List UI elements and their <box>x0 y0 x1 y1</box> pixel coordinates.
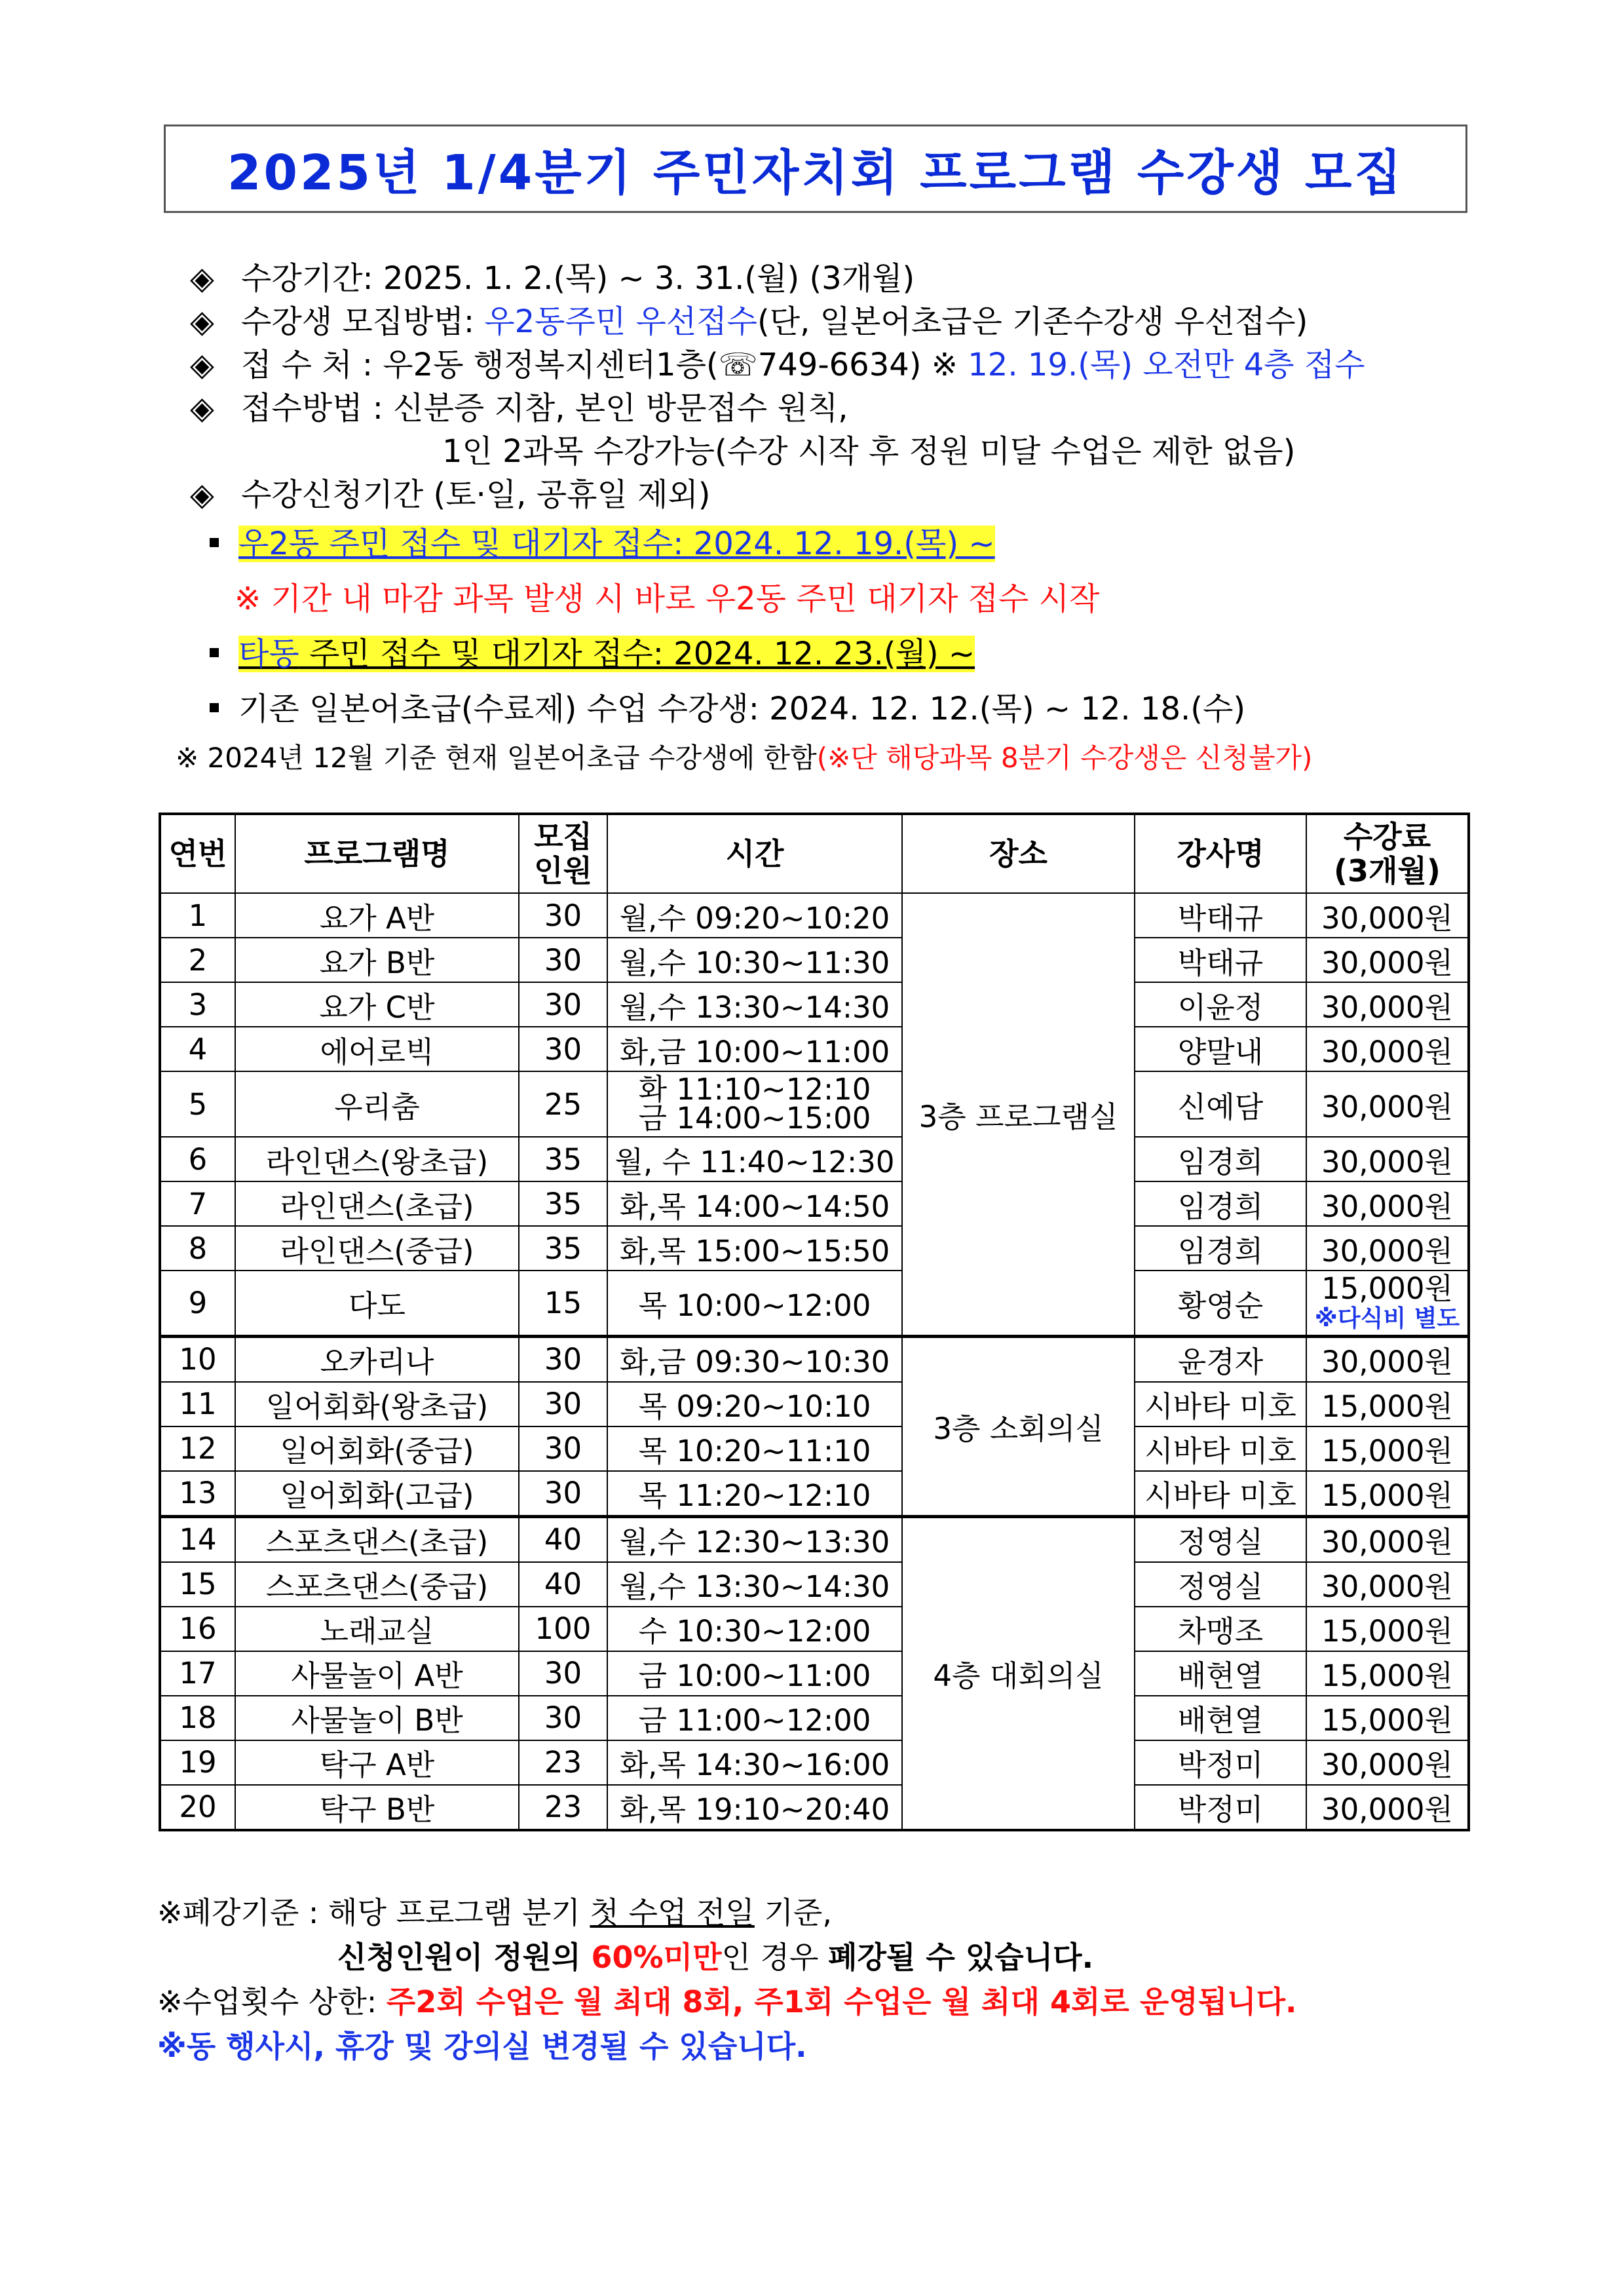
cell-time: 월,수 09:20~10:20 <box>607 893 902 938</box>
info-note: ※ 2024년 12월 기준 현재 일본어초급 수강생에 한함(※단 해당과목 8분기 수강생은 신청불가) <box>176 742 1313 774</box>
cell-time: 화,목 14:30~16:00 <box>607 1740 902 1785</box>
cell-name: 우리춤 <box>235 1071 519 1137</box>
cell-teacher: 황영순 <box>1135 1271 1306 1336</box>
cell-teacher: 박태규 <box>1135 938 1306 982</box>
cell-teacher: 배현열 <box>1135 1651 1306 1696</box>
cell-capacity: 30 <box>519 893 607 938</box>
cell-no: 15 <box>160 1562 235 1607</box>
cell-capacity: 30 <box>519 1696 607 1740</box>
cell-fee <box>1306 1271 1469 1336</box>
cell-capacity: 40 <box>519 1516 607 1562</box>
cell-name: 라인댄스(중급) <box>235 1226 519 1271</box>
cell-teacher: 신예담 <box>1135 1071 1306 1137</box>
header-time: 시간 <box>607 814 902 893</box>
cell-no: 18 <box>160 1696 235 1740</box>
cell-time: 수 10:30~12:00 <box>607 1607 902 1651</box>
cell-name: 사물놀이 A반 <box>235 1651 519 1696</box>
cell-fee: 30,000원 <box>1306 938 1469 982</box>
table-row <box>160 893 1469 938</box>
close-rule-2: 신청인원이 정원의 60%미만인 경우 폐강될 수 있습니다. <box>337 1940 1094 1975</box>
event-note: ※동 행사시, 휴강 및 강의실 변경될 수 있습니다. <box>157 2029 807 2064</box>
cell-teacher: 정영실 <box>1135 1516 1306 1562</box>
table-row <box>160 1181 1469 1226</box>
table-row <box>160 938 1469 982</box>
cell-teacher: 박태규 <box>1135 893 1306 938</box>
cell-no: 11 <box>160 1382 235 1426</box>
cell-capacity: 40 <box>519 1562 607 1607</box>
cell-name: 탁구 B반 <box>235 1785 519 1830</box>
cell-no: 6 <box>160 1137 235 1181</box>
cell-fee: 30,000원 <box>1306 1562 1469 1607</box>
diamond-icon: ◈ <box>190 303 214 340</box>
cell-time: 화,목 19:10~20:40 <box>607 1785 902 1830</box>
cell-no: 4 <box>160 1027 235 1071</box>
cell-fee: 30,000원 <box>1306 893 1469 938</box>
cell-no: 9 <box>160 1271 235 1336</box>
cell-time: 월,수 13:30~14:30 <box>607 982 902 1027</box>
diamond-icon: ◈ <box>190 260 214 297</box>
table-row <box>160 1382 1469 1426</box>
cell-place: 3층 소회의실 <box>902 1336 1135 1516</box>
cell-teacher: 차맹조 <box>1135 1607 1306 1651</box>
cell-no: 8 <box>160 1226 235 1271</box>
cell-capacity: 30 <box>519 938 607 982</box>
cell-teacher: 임경희 <box>1135 1137 1306 1181</box>
table-row <box>160 1696 1469 1740</box>
diamond-icon: ◈ <box>190 347 214 383</box>
bullet-1-note: ※ 기간 내 마감 과목 발생 시 바로 우2동 주민 대기자 접수 시작 <box>235 581 1100 617</box>
table-row <box>160 1471 1469 1517</box>
cell-name: 요가 C반 <box>235 982 519 1027</box>
cell-teacher: 이윤정 <box>1135 982 1306 1027</box>
cell-capacity: 25 <box>519 1071 607 1137</box>
diamond-icon: ◈ <box>190 390 214 427</box>
cell-teacher: 임경희 <box>1135 1226 1306 1271</box>
cell-fee: 15,000원 <box>1306 1696 1469 1740</box>
cell-time: 화,금 09:30~10:30 <box>607 1336 902 1382</box>
close-rule: ※폐강기준 : 해당 프로그램 분기 첫 수업 전일 기준, <box>157 1895 832 1930</box>
cell-capacity: 30 <box>519 1382 607 1426</box>
cell-teacher: 박정미 <box>1135 1740 1306 1785</box>
page-title: 2025년 1/4분기 주민자치회 프로그램 수강생 모집 <box>227 144 1404 201</box>
cell-time: 금 10:00~11:00 <box>607 1651 902 1696</box>
cell-name: 사물놀이 B반 <box>235 1696 519 1740</box>
cell-fee: 30,000원 <box>1306 1516 1469 1562</box>
cell-name: 노래교실 <box>235 1607 519 1651</box>
cell-name: 다도 <box>235 1271 519 1336</box>
footer-notes <box>157 1890 1533 2069</box>
header-capacity: 모집 인원 <box>519 814 607 893</box>
cell-fee: 30,000원 <box>1306 1137 1469 1181</box>
cell-name: 에어로빅 <box>235 1027 519 1071</box>
cell-fee: 30,000원 <box>1306 1027 1469 1071</box>
cell-time: 금 11:00~12:00 <box>607 1696 902 1740</box>
cell-teacher: 시바타 미호 <box>1135 1471 1306 1517</box>
table-row <box>160 982 1469 1027</box>
cell-name: 일어회화(고급) <box>235 1471 519 1517</box>
cell-place: 4층 대회의실 <box>902 1516 1135 1830</box>
table-row <box>160 1651 1469 1696</box>
table-row <box>160 1226 1469 1271</box>
cell-fee: 30,000원 <box>1306 1336 1469 1382</box>
title-box <box>164 124 1467 213</box>
cell-place: 3층 프로그램실 <box>902 893 1135 1336</box>
cell-time: 월,수 10:30~11:30 <box>607 938 902 982</box>
cell-name: 일어회화(왕초급) <box>235 1382 519 1426</box>
cell-teacher: 배현열 <box>1135 1696 1306 1740</box>
program-table <box>159 813 1470 1831</box>
fee-value: 15,000원 <box>1321 1271 1453 1307</box>
cell-fee: 15,000원 <box>1306 1607 1469 1651</box>
cell-name: 스포츠댄스(초급) <box>235 1516 519 1562</box>
cell-teacher: 박정미 <box>1135 1785 1306 1830</box>
cell-name: 일어회화(중급) <box>235 1426 519 1471</box>
info-way: ◈ 접수방법 : 신분증 지참, 본인 방문접수 원칙, <box>190 387 1539 430</box>
cell-no: 3 <box>160 982 235 1027</box>
cell-capacity: 30 <box>519 1426 607 1471</box>
cell-no: 17 <box>160 1651 235 1696</box>
table-row <box>160 1740 1469 1785</box>
cell-no: 12 <box>160 1426 235 1471</box>
header-fee: 수강료 (3개월) <box>1306 814 1469 893</box>
cell-capacity: 30 <box>519 1336 607 1382</box>
cell-fee: 30,000원 <box>1306 1785 1469 1830</box>
info-apply-period: ◈ 수강신청기간 (토·일, 공휴일 제외) <box>190 473 1539 516</box>
info-method: ◈ 수강생 모집방법: 우2동주민 우선접수(단, 일본어초급은 기존수강생 우선접수) <box>190 300 1539 343</box>
table-row <box>160 1027 1469 1071</box>
header-teacher: 강사명 <box>1135 814 1306 893</box>
bullet-3: 기존 일본어초급(수료제) 수업 수강생: 2024. 12. 12.(목) ~ 12. 18.(수) <box>190 681 1539 737</box>
cell-no: 14 <box>160 1516 235 1562</box>
cell-time: 화,목 15:00~15:50 <box>607 1226 902 1271</box>
bullet-1: 우2동 주민 접수 및 대기자 접수: 2024. 12. 19.(목) ~ <box>190 516 1539 571</box>
cell-name: 탁구 A반 <box>235 1740 519 1785</box>
class-limit: ※수업횟수 상한: 주2회 수업은 월 최대 8회, 주1회 수업은 월 최대 4회로 운영됩니다. <box>157 1984 1297 2019</box>
square-bullet-icon <box>210 538 219 547</box>
cell-time: 화,목 14:00~14:50 <box>607 1181 902 1226</box>
bullet-2: 타동 주민 접수 및 대기자 접수: 2024. 12. 23.(월) ~ <box>190 626 1539 681</box>
table-row <box>160 1426 1469 1471</box>
cell-capacity: 35 <box>519 1181 607 1226</box>
table-row <box>160 1607 1469 1651</box>
cell-no: 19 <box>160 1740 235 1785</box>
cell-capacity: 30 <box>519 982 607 1027</box>
info-place: ◈ 접 수 처 : 우2동 행정복지센터1층(☏749-6634) ※ 12. 19.(목) 오전만 4층 접수 <box>190 343 1539 387</box>
info-period: ◈ 수강기간: 2025. 1. 2.(목) ~ 3. 31.(월) (3개월) <box>190 257 1539 300</box>
cell-no: 5 <box>160 1071 235 1137</box>
cell-capacity: 30 <box>519 1651 607 1696</box>
cell-no: 1 <box>160 893 235 938</box>
cell-time: 목 10:20~11:10 <box>607 1426 902 1471</box>
table-row <box>160 1516 1469 1562</box>
header-name: 프로그램명 <box>235 814 519 893</box>
cell-teacher: 양말내 <box>1135 1027 1306 1071</box>
cell-teacher: 시바타 미호 <box>1135 1382 1306 1426</box>
table-header-row <box>160 814 1469 893</box>
cell-capacity: 30 <box>519 1471 607 1517</box>
fee-note: ※다식비 별도 <box>1314 1305 1460 1333</box>
info-section <box>176 257 1539 780</box>
cell-fee: 15,000원 <box>1306 1382 1469 1426</box>
cell-capacity: 23 <box>519 1785 607 1830</box>
cell-fee: 15,000원 <box>1306 1471 1469 1517</box>
cell-name: 오카리나 <box>235 1336 519 1382</box>
cell-time: 월,수 12:30~13:30 <box>607 1516 902 1562</box>
cell-name: 요가 B반 <box>235 938 519 982</box>
cell-time: 화,금 10:00~11:00 <box>607 1027 902 1071</box>
cell-teacher: 시바타 미호 <box>1135 1426 1306 1471</box>
cell-no: 13 <box>160 1471 235 1517</box>
info-way-2: 1인 2과목 수강가능(수강 시작 후 정원 미달 수업은 제한 없음) <box>442 433 1296 470</box>
cell-fee: 30,000원 <box>1306 1071 1469 1137</box>
cell-no: 2 <box>160 938 235 982</box>
table-row <box>160 1562 1469 1607</box>
cell-time: 월, 수 11:40~12:30 <box>607 1137 902 1181</box>
header-no: 연번 <box>160 814 235 893</box>
cell-name: 라인댄스(왕초급) <box>235 1137 519 1181</box>
cell-capacity: 30 <box>519 1027 607 1071</box>
cell-no: 10 <box>160 1336 235 1382</box>
cell-capacity: 15 <box>519 1271 607 1336</box>
cell-no: 20 <box>160 1785 235 1830</box>
square-bullet-icon <box>210 648 219 657</box>
cell-no: 7 <box>160 1181 235 1226</box>
cell-capacity: 23 <box>519 1740 607 1785</box>
cell-capacity: 100 <box>519 1607 607 1651</box>
square-bullet-icon <box>210 703 219 712</box>
cell-capacity: 35 <box>519 1226 607 1271</box>
cell-fee: 15,000원 <box>1306 1426 1469 1471</box>
cell-fee: 30,000원 <box>1306 1740 1469 1785</box>
cell-fee: 15,000원 <box>1306 1651 1469 1696</box>
cell-time <box>607 1071 902 1137</box>
cell-fee: 30,000원 <box>1306 1226 1469 1271</box>
header-place: 장소 <box>902 814 1135 893</box>
table-row <box>160 1336 1469 1382</box>
time-line: 금 14:00~15:00 <box>638 1101 871 1136</box>
table-row <box>160 1785 1469 1830</box>
cell-time: 목 11:20~12:10 <box>607 1471 902 1517</box>
cell-time: 월,수 13:30~14:30 <box>607 1562 902 1607</box>
cell-fee: 30,000원 <box>1306 982 1469 1027</box>
cell-time: 목 10:00~12:00 <box>607 1271 902 1336</box>
time-line: 화 11:10~12:10 <box>638 1072 871 1107</box>
table-row <box>160 1271 1469 1336</box>
cell-no: 16 <box>160 1607 235 1651</box>
table-row <box>160 1137 1469 1181</box>
cell-capacity: 35 <box>519 1137 607 1181</box>
cell-teacher: 윤경자 <box>1135 1336 1306 1382</box>
diamond-icon: ◈ <box>190 476 214 513</box>
cell-name: 요가 A반 <box>235 893 519 938</box>
cell-name: 스포츠댄스(중급) <box>235 1562 519 1607</box>
cell-fee: 30,000원 <box>1306 1181 1469 1226</box>
table-row <box>160 1071 1469 1137</box>
cell-time: 목 09:20~10:10 <box>607 1382 902 1426</box>
cell-teacher: 임경희 <box>1135 1181 1306 1226</box>
cell-teacher: 정영실 <box>1135 1562 1306 1607</box>
cell-name: 라인댄스(초급) <box>235 1181 519 1226</box>
